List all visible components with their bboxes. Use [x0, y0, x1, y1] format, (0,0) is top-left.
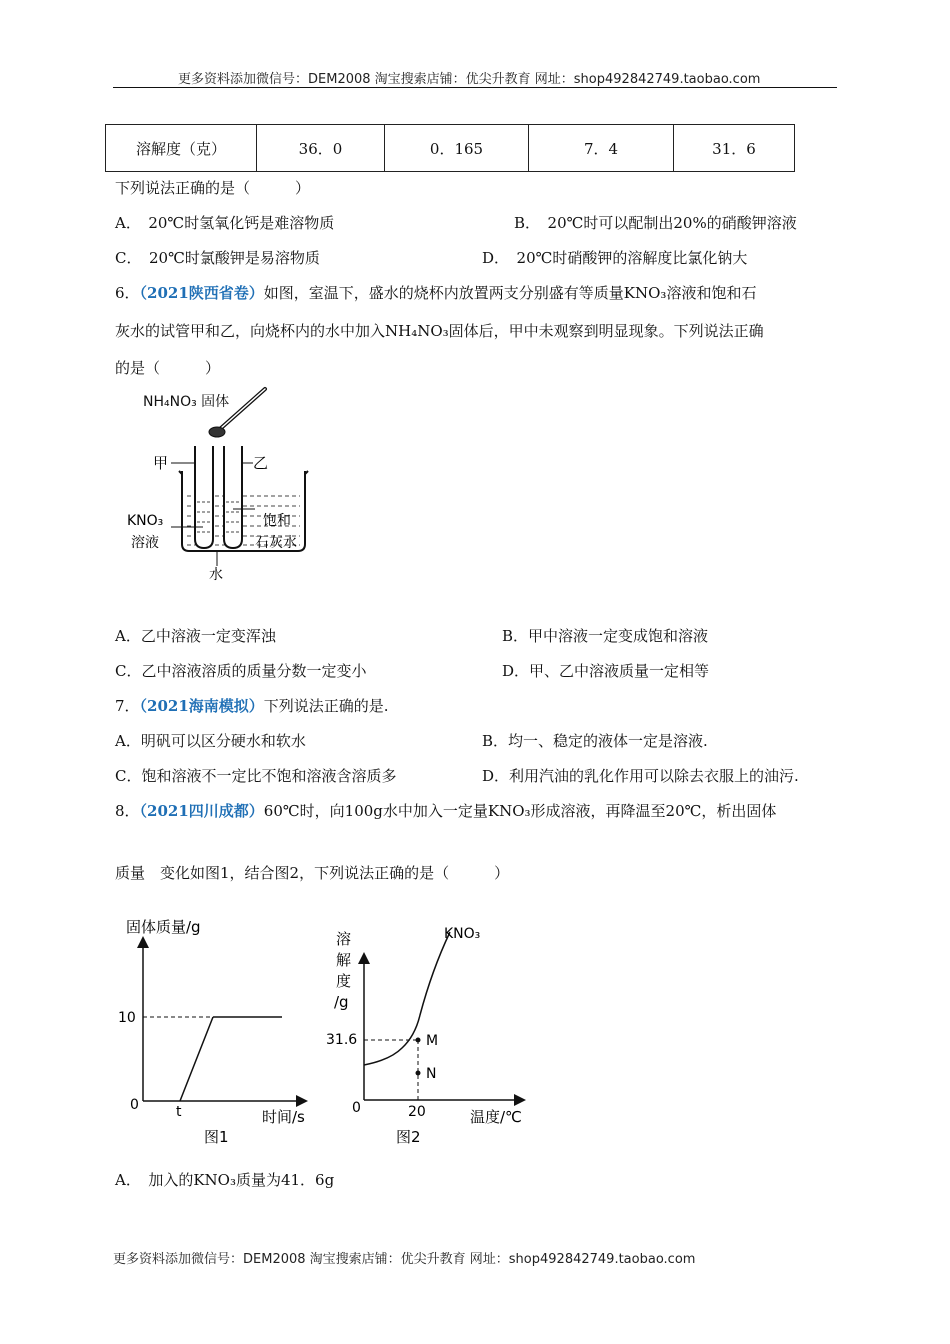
q8-source: （2021四川成都）	[139, 802, 264, 820]
table-label-cell: 溶解度（克）	[106, 125, 257, 172]
q7-source: （2021海南模拟）	[139, 697, 264, 715]
q8-line1	[115, 800, 776, 821]
q7-option-b: B．均一、稳定的液体一定是溶液.	[482, 732, 708, 750]
q8-text1: 60℃时，向100g水中加入一定量KNO₃形成溶液，再降温至20℃，析出固体	[263, 802, 777, 820]
q8-option-a: A． 加入的KNO₃质量为41．6g	[115, 1171, 335, 1189]
fig2-point-n-label: N	[426, 1066, 437, 1082]
apparatus-figure	[125, 384, 325, 584]
q6-option-d: D．甲、乙中溶液质量一定相等	[502, 662, 710, 680]
fig2-point-m-label: M	[426, 1033, 439, 1049]
fig1-x-tick: t	[176, 1104, 182, 1120]
fig2-curve-label: KNO₃	[444, 926, 481, 942]
q6-line2: 灰水的试管甲和乙，向烧杯内的水中加入NH₄NO₃固体后，甲中未观察到明显现象。下列说法正确	[115, 322, 764, 340]
table-value-cell: 0．165	[385, 125, 529, 172]
q8-line2: 质量 变化如图1，结合图2，下列说法正确的是（ ）	[115, 864, 510, 882]
q7-stem-line	[115, 695, 389, 716]
fig-water-label: 水	[209, 567, 223, 583]
q7-option-c: C．饱和溶液不一定比不饱和溶液含溶质多	[115, 767, 397, 785]
q7-option-d: D．利用汽油的乳化作用可以除去衣服上的油污.	[482, 767, 799, 785]
fig2-caption: 图2	[396, 1128, 421, 1146]
fig1-xlabel: 时间/s	[262, 1108, 305, 1126]
q5-option-b: B． 20℃时可以配制出20%的硝酸钾溶液	[514, 214, 797, 232]
fig2-x-tick: 20	[408, 1104, 426, 1120]
solubility-table	[105, 124, 795, 172]
fig-solid-label: NH₄NO₃ 固体	[143, 394, 230, 410]
fig-jia-label: 甲	[153, 454, 169, 472]
fig2-ylabel-4: /g	[334, 993, 349, 1011]
q6-source: （2021陕西省卷）	[139, 284, 264, 302]
q8-number: 8．	[115, 802, 140, 820]
q5-option-d: D． 20℃时硝酸钾的溶解度比氯化钠大	[482, 249, 748, 267]
page-header: 更多资料添加微信号：DEM2008 淘宝搜索店铺：优尖升教育 网址：shop492842749.taobao.com	[178, 72, 761, 87]
q6-option-c: C．乙中溶液溶质的质量分数一定变小	[115, 662, 367, 680]
fig-lime-label-2: 石灰水	[255, 535, 297, 551]
fig-lime-label-1: 饱和	[263, 513, 291, 529]
fig2-ylabel-2: 解	[336, 951, 352, 969]
q6-line1	[115, 282, 756, 303]
q7-stem: 下列说法正确的是.	[263, 697, 389, 715]
point-m	[416, 1038, 421, 1043]
figure-2	[320, 910, 540, 1150]
q5-option-a: A． 20℃时氢氧化钙是难溶物质	[115, 214, 335, 232]
fig-kno3-label-2: 溶液	[131, 535, 159, 551]
fig2-ylabel-1: 溶	[336, 930, 352, 948]
fig-kno3-label-1: KNO₃	[127, 513, 164, 529]
fig1-origin: 0	[130, 1097, 139, 1113]
q7-number: 7．	[115, 697, 140, 715]
q5-option-c: C． 20℃时氯酸钾是易溶物质	[115, 249, 320, 267]
point-n	[416, 1071, 421, 1076]
q6-line3: 的是（ ）	[115, 359, 221, 377]
fig2-y-tick: 31.6	[326, 1032, 358, 1048]
header-rule	[113, 87, 837, 88]
fig1-caption: 图1	[204, 1128, 229, 1146]
q6-number: 6．	[115, 284, 140, 302]
q6-option-a: A．乙中溶液一定变浑浊	[115, 627, 276, 645]
q7-option-a: A．明矾可以区分硬水和软水	[115, 732, 306, 750]
fig2-xlabel: 温度/℃	[470, 1108, 522, 1126]
table-row	[106, 125, 795, 172]
page-footer: 更多资料添加微信号：DEM2008 淘宝搜索店铺：优尖升教育 网址：shop492842749.taobao.com	[113, 1252, 696, 1267]
q6-option-b: B．甲中溶液一定变成饱和溶液	[502, 627, 709, 645]
table-value-cell: 31．6	[674, 125, 795, 172]
figure-1	[110, 910, 310, 1150]
q6-text1: 如图，室温下，盛水的烧杯内放置两支分别盛有等质量KNO₃溶液和饱和石	[263, 284, 757, 302]
fig1-y-tick: 10	[118, 1010, 136, 1026]
table-value-cell: 7．4	[529, 125, 674, 172]
fig-yi-label: 乙	[253, 454, 269, 472]
fig1-ylabel: 固体质量/g	[126, 918, 201, 936]
fig2-ylabel-3: 度	[336, 972, 352, 990]
q5-stem: 下列说法正确的是（ ）	[115, 179, 311, 197]
table-value-cell: 36．0	[257, 125, 385, 172]
fig2-origin: 0	[352, 1100, 361, 1116]
